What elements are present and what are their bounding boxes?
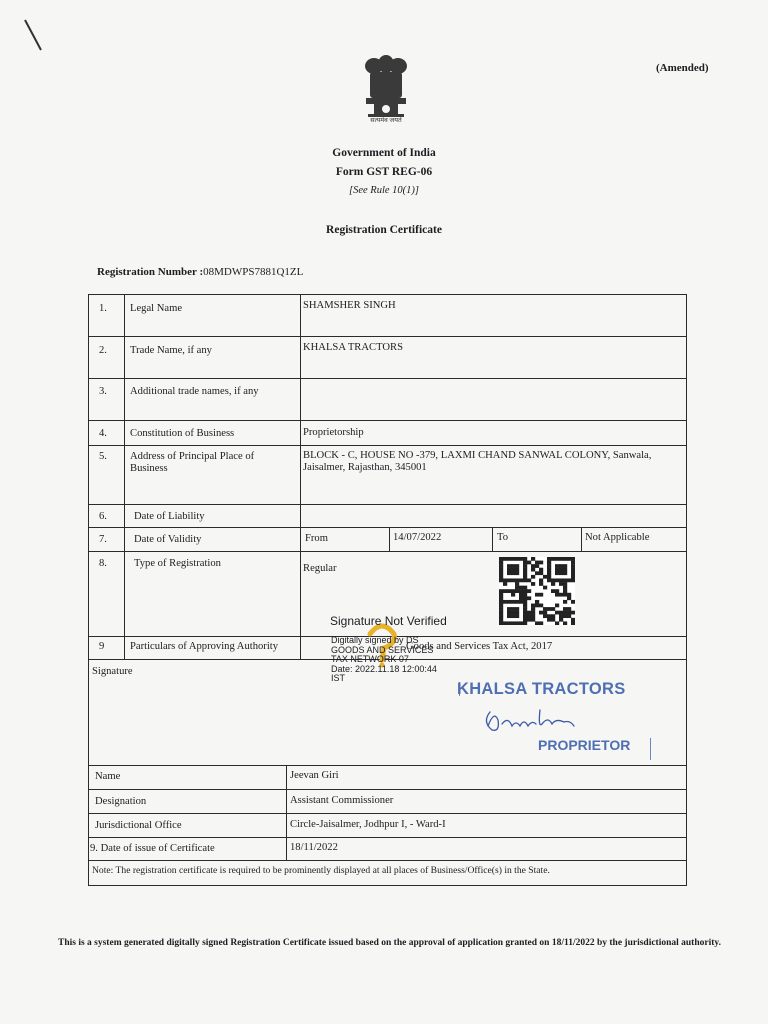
- date-of-liability-label: Date of Liability: [134, 511, 205, 522]
- officer-name-label: Name: [95, 771, 121, 782]
- signature-status: Signature Not Verified: [330, 614, 447, 628]
- digital-signature-line: IST: [331, 673, 346, 683]
- constitution-value: Proprietorship: [303, 427, 364, 438]
- additional-trade-names-label: Additional trade names, if any: [130, 386, 259, 397]
- emblem-motto: सत्यमेव जयते: [370, 117, 402, 124]
- stamp-border: [650, 738, 651, 760]
- issue-date-value: 18/11/2022: [290, 842, 338, 853]
- officer-name-value: Jeevan Giri: [290, 770, 339, 781]
- row-number: 5.: [99, 451, 107, 462]
- validity-from-label: From: [305, 533, 328, 544]
- rule-reference: [See Rule 10(1)]: [349, 185, 419, 196]
- date-of-validity-label: Date of Validity: [134, 534, 202, 545]
- registration-number: [97, 266, 303, 278]
- trade-name-value: KHALSA TRACTORS: [303, 342, 403, 353]
- form-heading: Form GST REG-06: [335, 166, 433, 178]
- approving-authority-value: Goods and Services Tax Act, 2017: [406, 641, 553, 652]
- row-number: 1.: [99, 303, 107, 314]
- row-number: 2.: [99, 345, 107, 356]
- registration-number-label: Registration Number :: [97, 266, 204, 278]
- amended-label: (Amended): [656, 62, 709, 74]
- footer-disclaimer: This is a system generated digitally signed Registration Certificate issued based on the approval of application granted on 18/11/2022 by the jurisdictional authority.: [58, 938, 722, 948]
- stamp-role: PROPRIETOR: [538, 737, 631, 753]
- designation-label: Designation: [95, 796, 147, 807]
- type-of-registration-value: Regular: [303, 563, 337, 574]
- row-number: 7.: [99, 534, 107, 545]
- designation-value: Assistant Commissioner: [290, 795, 394, 806]
- digital-signature-line: TAX NETWORK 07: [331, 654, 409, 664]
- row-number: 3.: [99, 386, 107, 397]
- row-number: 6.: [99, 511, 107, 522]
- validity-from-value: 14/07/2022: [393, 532, 442, 543]
- government-heading: Government of India: [332, 147, 436, 159]
- jurisdictional-office-label: Jurisdictional Office: [95, 820, 182, 831]
- handwritten-signature: [480, 702, 580, 738]
- issue-date-label: 9. Date of issue of Certificate: [90, 843, 215, 854]
- digital-signature-details: [331, 636, 461, 684]
- qr-code-icon: [499, 557, 575, 625]
- digital-signature-line: Digitally signed by DS: [331, 635, 419, 645]
- scan-mark: [24, 20, 42, 51]
- type-of-registration-label: Type of Registration: [134, 558, 221, 569]
- digital-signature-line: GOODS AND SERVICES: [331, 644, 434, 655]
- approving-authority-label: Particulars of Approving Authority: [130, 641, 279, 652]
- digital-signature-line: Date: 2022.11.18 12:00:44: [331, 663, 437, 674]
- display-note: Note: The registration certificate is required to be prominently displayed at all places of Business/Office(s) in the State.: [92, 865, 550, 876]
- validity-to-value: Not Applicable: [585, 532, 650, 543]
- legal-name-label: Legal Name: [130, 303, 183, 314]
- address-label: Address of Principal Place of Business: [130, 451, 255, 474]
- row-number: 9: [99, 641, 105, 652]
- address-value: BLOCK - C, HOUSE NO -379, LAXMI CHAND SANWAL COLONY, Sanwala, Jaisalmer, Rajasthan, 345001: [303, 450, 652, 473]
- registration-number-value: 08MDWPS7881Q1ZL: [203, 266, 304, 278]
- validity-to-label: To: [497, 532, 509, 543]
- stamp-business-name: KHALSA TRACTORS: [457, 680, 626, 698]
- trade-name-label: Trade Name, if any: [130, 345, 212, 356]
- jurisdictional-office-value: Circle-Jaisalmer, Jodhpur I, - Ward-I: [290, 819, 446, 830]
- constitution-label: Constitution of Business: [130, 428, 235, 439]
- certificate-title: Registration Certificate: [326, 224, 442, 236]
- signature-label: Signature: [92, 666, 133, 677]
- legal-name-value: SHAMSHER SINGH: [303, 300, 396, 311]
- row-number: 8.: [99, 558, 107, 569]
- row-number: 4.: [99, 428, 107, 439]
